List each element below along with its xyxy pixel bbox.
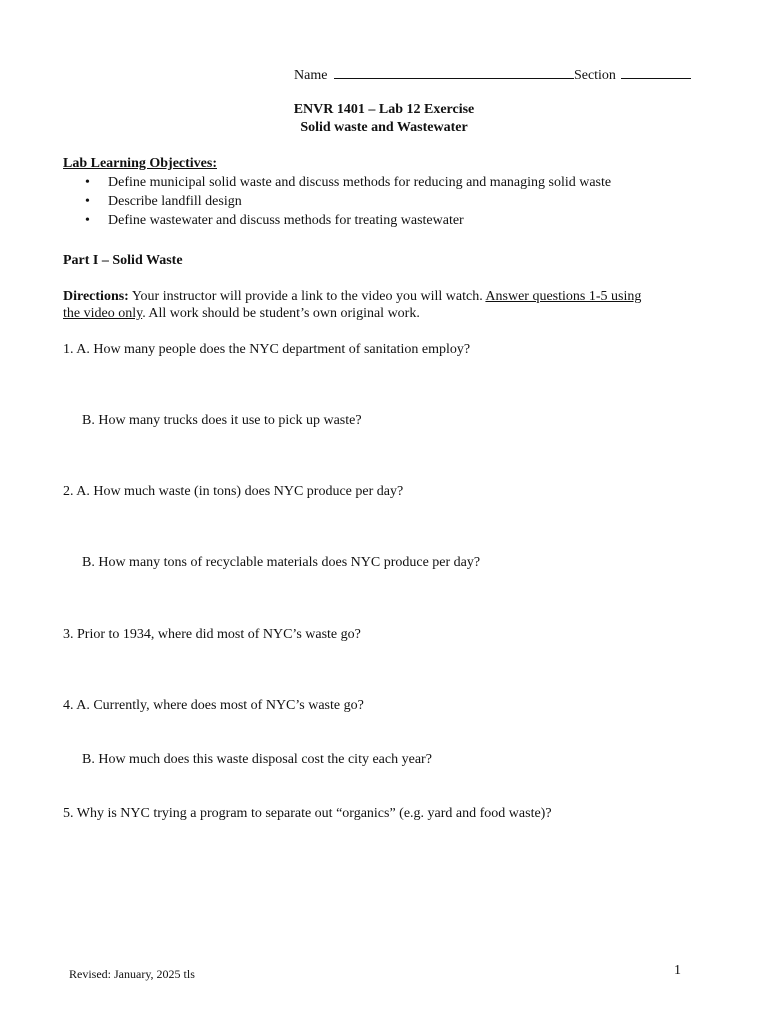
objective-text: Describe landfill design	[108, 194, 242, 209]
revised-note: Revised: January, 2025 tls	[69, 967, 195, 981]
question-1b: B. How many trucks does it use to pick up waste?	[82, 413, 362, 428]
directions-underlined-1: Answer questions 1-5 using	[485, 289, 642, 304]
name-label: Name	[294, 68, 328, 83]
directions-label: Directions:	[63, 289, 129, 304]
name-field-row	[294, 65, 691, 85]
directions-line-1	[63, 288, 641, 306]
section-label: Section	[573, 68, 616, 83]
objective-text: Define wastewater and discuss methods for treating wastewater	[108, 213, 464, 228]
section-blank-line[interactable]	[621, 65, 691, 79]
title-line-2: Solid waste and Wastewater	[300, 120, 468, 135]
objectives-list	[63, 173, 611, 230]
question-3: 3. Prior to 1934, where did most of NYC’s waste go?	[63, 627, 361, 642]
objective-item	[63, 211, 611, 230]
objectives-heading: Lab Learning Objectives:	[63, 156, 217, 171]
bullet-icon: •	[85, 194, 90, 209]
question-4a: 4. A. Currently, where does most of NYC’s waste go?	[63, 698, 364, 713]
part1-heading: Part I – Solid Waste	[63, 253, 183, 268]
directions-text: Your instructor will provide a link to the video you will watch.	[128, 289, 486, 304]
bullet-icon: •	[85, 175, 90, 190]
directions-underlined-2: the video only	[63, 306, 143, 321]
bullet-icon: •	[85, 213, 90, 228]
title-line-1: ENVR 1401 – Lab 12 Exercise	[293, 102, 475, 117]
page-number: 1	[674, 963, 681, 978]
question-1a: 1. A. How many people does the NYC department of sanitation employ?	[63, 342, 471, 357]
objective-text: Define municipal solid waste and discuss methods for reducing and managing solid waste	[108, 175, 612, 190]
question-5: 5. Why is NYC trying a program to separate out “organics” (e.g. yard and food waste)?	[63, 806, 552, 821]
question-2a: 2. A. How much waste (in tons) does NYC produce per day?	[63, 484, 404, 499]
objective-item	[63, 173, 611, 192]
objective-item	[63, 192, 611, 211]
question-4b: B. How much does this waste disposal cost the city each year?	[82, 752, 432, 767]
name-blank-line[interactable]	[334, 65, 574, 79]
directions-line-2	[63, 305, 420, 323]
directions-text-after: . All work should be student’s own original work.	[142, 306, 420, 321]
question-2b: B. How many tons of recyclable materials does NYC produce per day?	[82, 555, 481, 570]
